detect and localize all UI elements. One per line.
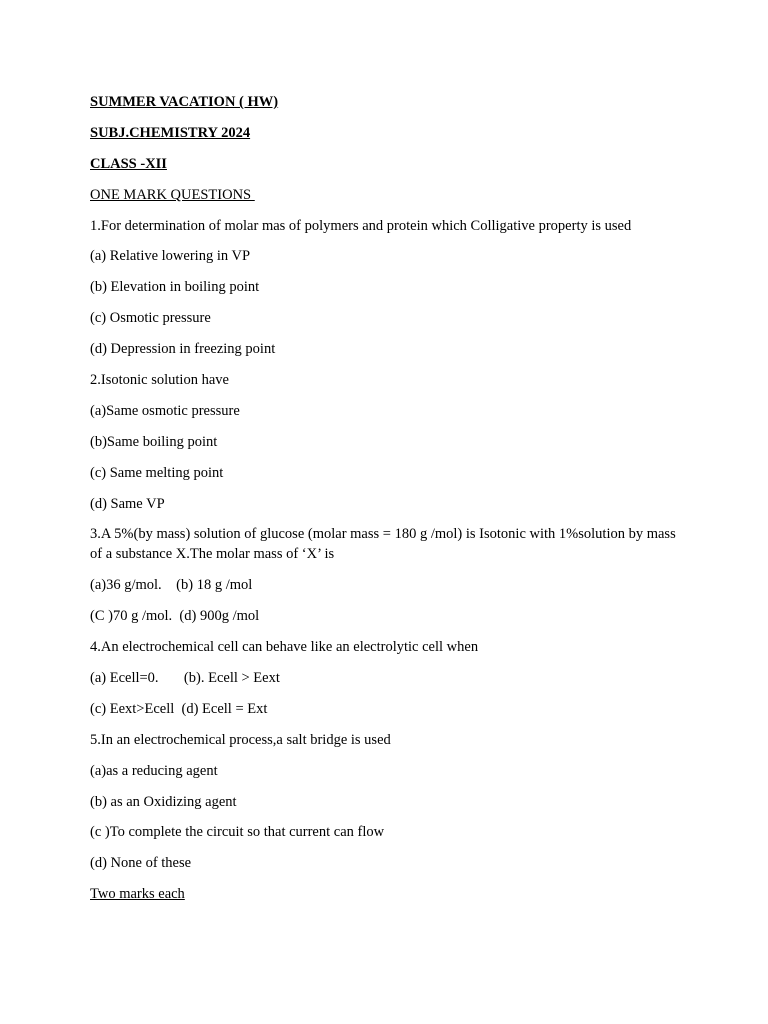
header-title: SUMMER VACATION ( HW) <box>90 94 279 110</box>
question-2-option-b: (b)Same boiling point <box>90 433 218 450</box>
section-one-title: ONE MARK QUESTIONS <box>90 186 255 203</box>
question-2-option-c: (c) Same melting point <box>90 464 224 481</box>
question-5-text: 5.In an electrochemical process,a salt bridge is used <box>90 731 391 748</box>
question-1-option-b: (b) Elevation in boiling point <box>90 279 260 296</box>
question-5-option-a: (a)as a reducing agent <box>90 762 218 779</box>
question-3-text: 3.A 5%(by mass) solution of glucose (molar mass = 180 g /mol) is Isotonic with 1%solution by mass of a substance X.The molar mass of ‘X’ is <box>90 526 680 563</box>
question-2-text: 2.Isotonic solution have <box>90 372 229 389</box>
question-5-option-c: (c )To complete the circuit so that current can flow <box>90 824 385 841</box>
question-4-options-ab: (a) Ecell=0. (b). Ecell > Eext <box>90 670 280 687</box>
question-1-option-a: (a) Relative lowering in VP <box>90 248 251 265</box>
question-3-options-ab: (a)36 g/mol. (b) 18 g /mol <box>90 577 253 594</box>
question-1-option-d: (d) Depression in freezing point <box>90 341 276 358</box>
header-class: CLASS -XII <box>90 155 167 172</box>
question-1-text: 1.For determination of molar mas of polymers and protein which Colligative property is used <box>90 217 632 234</box>
question-2-option-d: (d) Same VP <box>90 495 165 512</box>
header-subject: SUBJ.CHEMISTRY 2024 <box>90 124 251 141</box>
question-2-option-a: (a)Same osmotic pressure <box>90 402 240 419</box>
document-content <box>90 92 680 915</box>
question-1-option-c: (c) Osmotic pressure <box>90 310 211 327</box>
question-4-options-cd: (c) Eext>Ecell (d) Ecell = Ext <box>90 700 268 717</box>
question-3-options-cd: (C )70 g /mol. (d) 900g /mol <box>90 608 260 625</box>
question-5-option-b: (b) as an Oxidizing agent <box>90 793 237 810</box>
question-5-option-d: (d) None of these <box>90 855 192 872</box>
section-two-title: Two marks each <box>90 886 185 903</box>
question-4-text: 4.An electrochemical cell can behave like an electrolytic cell when <box>90 639 479 656</box>
